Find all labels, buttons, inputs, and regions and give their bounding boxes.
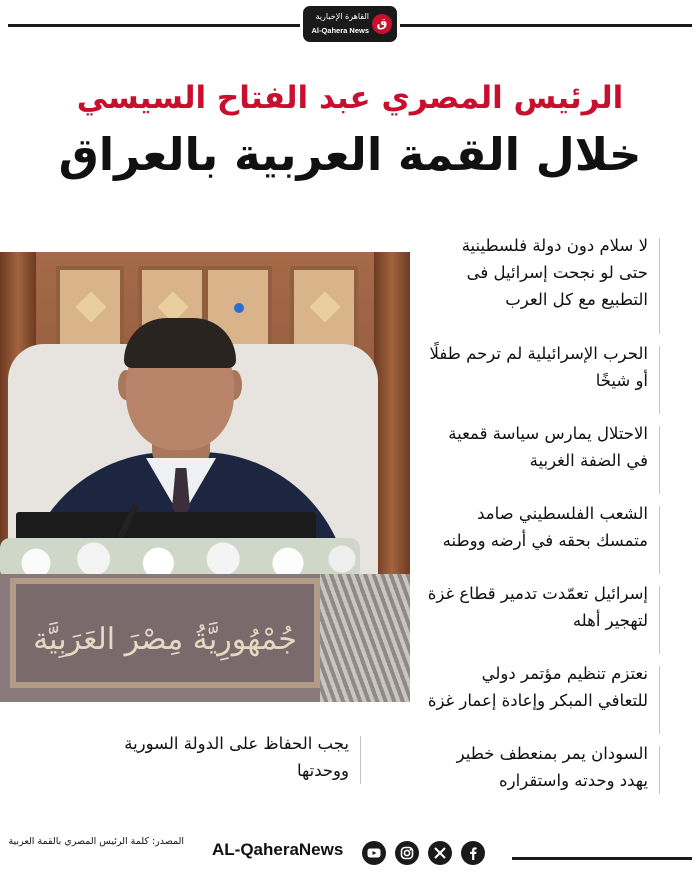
logo-english-text: Al-Qahera News <box>311 26 369 35</box>
header-divider-right <box>400 24 692 27</box>
key-point: الشعب الفلسطيني صامد متمسك بحقه في أرضه ووطنه <box>428 500 660 580</box>
key-point: لا سلام دون دولة فلسطينية حتى لو نجحت إسرائيل فى التطبيع مع كل العرب <box>428 232 660 340</box>
key-point: الحرب الإسرائيلية لم ترحم طفلًا أو شيخًا <box>428 340 660 420</box>
country-nameplate <box>10 578 320 688</box>
decorative-fan <box>320 574 410 702</box>
instagram-icon[interactable] <box>395 841 419 865</box>
key-points-column-left <box>105 730 361 790</box>
key-point: السودان يمر بمنعطف خطير يهدد وحدته واستقراره <box>428 740 660 800</box>
nameplate-text: جُمْهُورِيَّةُ مِصْرَ العَرَبِيَّة <box>33 622 297 657</box>
youtube-icon[interactable] <box>362 841 386 865</box>
headline-event: خلال القمة العربية بالعراق <box>58 128 642 181</box>
key-point: الاحتلال يمارس سياسة قمعية في الضفة الغربية <box>428 420 660 500</box>
key-point: يجب الحفاظ على الدولة السورية ووحدتها <box>105 730 361 790</box>
x-icon[interactable] <box>428 841 452 865</box>
key-point: إسرائيل تعمّدت تدمير قطاع غزة لتهجير أهله <box>428 580 660 660</box>
source-note: المصدر: كلمة الرئيس المصري بالقمة العربية <box>8 836 184 847</box>
channel-logo[interactable] <box>303 6 397 42</box>
footer-divider <box>512 857 692 860</box>
key-points-column <box>428 232 660 800</box>
logo-arabic-text: القاهرة الإخبارية <box>315 12 369 21</box>
header-divider-left <box>8 24 300 27</box>
logo-mark-icon: ق <box>372 14 392 34</box>
key-point: نعتزم تنظيم مؤتمر دولي للتعافي المبكر وإعادة إعمار غزة <box>428 660 660 740</box>
headline-subject: الرئيس المصري عبد الفتاح السيسي <box>76 80 624 116</box>
facebook-icon[interactable] <box>461 841 485 865</box>
president-photo <box>0 252 410 702</box>
brand-name[interactable]: AL-QaheraNews <box>212 840 344 859</box>
